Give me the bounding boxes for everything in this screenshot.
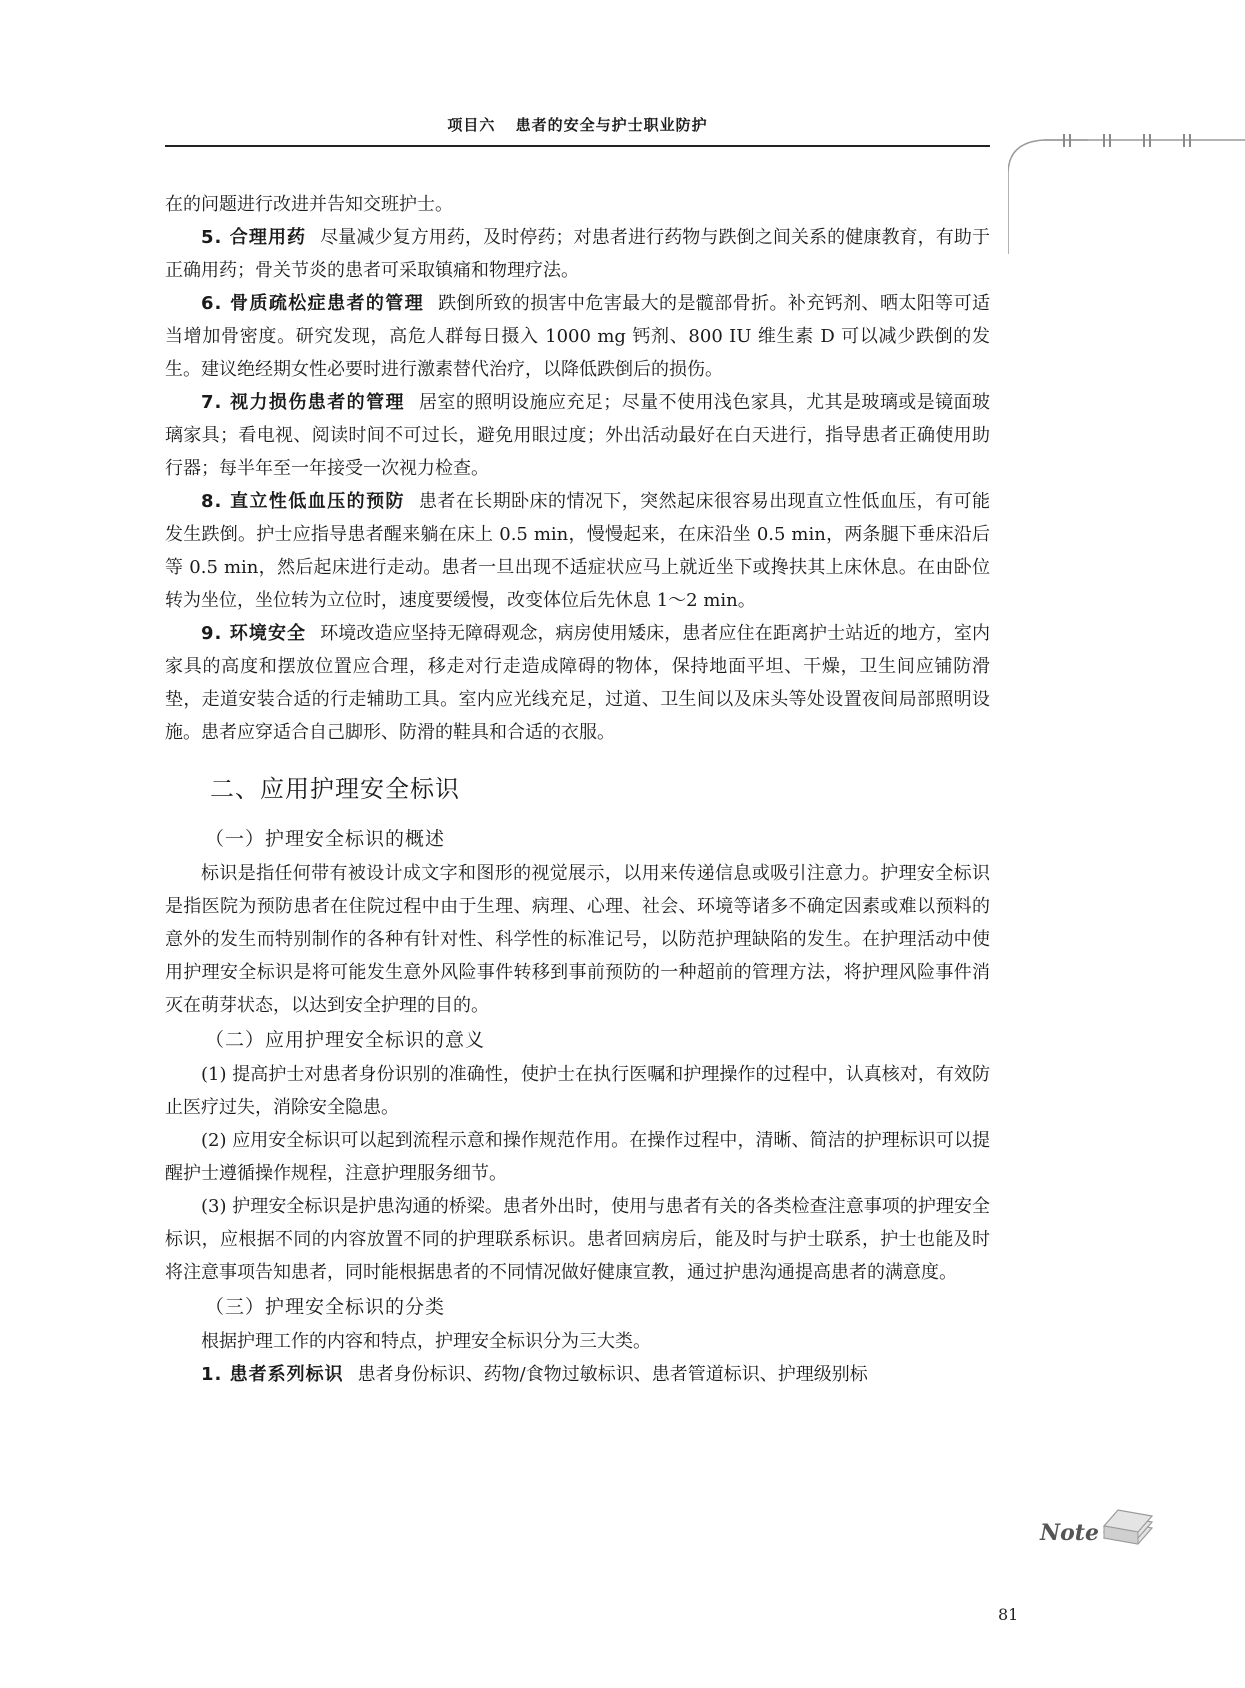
item-6 — [165, 287, 990, 386]
subsection-3-title: （三）护理安全标识的分类 — [205, 1296, 446, 1318]
item-5 — [165, 221, 990, 287]
item-5-lead: 5. 合理用药 — [201, 227, 307, 248]
item-1-text: 患者身份标识、药物/食物过敏标识、患者管道标识、护理级别标 — [357, 1364, 868, 1385]
item-7-lead: 7. 视力损伤患者的管理 — [201, 392, 405, 413]
item-5-text: 尽量减少复方用药，及时停药；对患者进行药物与跌倒之间关系的健康教育，有助于正确用药；骨关节炎的患者可采取镇痛和物理疗法。 — [165, 227, 990, 281]
running-header-title: 项目六 患者的安全与护士职业防护 — [447, 116, 708, 134]
section-title: 二、应用护理安全标识 — [210, 775, 460, 803]
paragraph-continued: 在的问题进行改进并告知交班护士。 — [165, 194, 453, 215]
subsection-1-title: （一）护理安全标识的概述 — [205, 828, 446, 850]
item-9-text: 环境改造应坚持无障碍观念，病房使用矮床，患者应住在距离护士站近的地方，室内家具的高度和摆放位置应合理，移走对行走造成障碍的物体，保持地面平坦、干燥，卫生间应铺防滑垫，走道安装合适的行走辅助工具。室内应光线充足，过道、卫生间以及床头等处设置夜间局部照明设施。患者应穿适合自己脚形、防滑的鞋具和合适的衣服。 — [165, 623, 990, 743]
subsection-2-paragraph-3: (3) 护理安全标识是护患沟通的桥梁。患者外出时，使用与患者有关的各类检查注意事项的护理安全标识，应根据不同的内容放置不同的护理联系标识。患者回病房后，能及时与护士联系，护士也能及时将注意事项告知患者，同时能根据患者的不同情况做好健康宣教，通过护患沟通提高患者的满意度。 — [165, 1196, 990, 1283]
subsection-2-paragraph-1: (1) 提高护士对患者身份识别的准确性，使护士在执行医嘱和护理操作的过程中，认真核对，有效防止医疗过失，消除安全隐患。 — [165, 1064, 990, 1118]
subsection-1-paragraph: 标识是指任何带有被设计成文字和图形的视觉展示，以用来传递信息或吸引注意力。护理安全标识是指医院为预防患者在住院过程中由于生理、病理、心理、社会、环境等诸多不确定因素或难以预料的意外的发生而特别制作的各种有针对性、科学性的标准记号，以防范护理缺陷的发生。在护理活动中使用护理安全标识是将可能发生意外风险事件转移到事前预防的一种超前的管理方法，将护理风险事件消灭在萌芽状态，以达到安全护理的目的。 — [165, 863, 990, 1016]
note-label: Note — [1040, 1520, 1099, 1546]
header-rule — [165, 145, 990, 147]
item-8-text: 患者在长期卧床的情况下，突然起床很容易出现直立性低血压，有可能发生跌倒。护士应指导患者醒来躺在床上 0.5 min，慢慢起来，在床沿坐 0.5 min，两条腿下垂床沿后等 0.5 min，然后起床进行走动。患者一旦出现不适症状应马上就近坐下或搀扶其上床休息。在由卧位转为坐位，坐位转为立位时，速度要缓慢，改变体位后先休息 1～2 min。 — [165, 491, 990, 611]
body-text — [165, 188, 990, 1391]
page-number: 81 — [998, 1605, 1019, 1624]
item-7-text: 居室的照明设施应充足；尽量不使用浅色家具，尤其是玻璃或是镜面玻璃家具；看电视、阅读时间不可过长，避免用眼过度；外出活动最好在白天进行，指导患者正确使用助行器；每半年至一年接受一次视力检查。 — [165, 392, 990, 479]
item-6-text: 跌倒所致的损害中危害最大的是髋部骨折。补充钙剂、晒太阳等可适当增加骨密度。研究发现，高危人群每日摄入 1000 mg 钙剂、800 IU 维生素 D 可以减少跌倒的发生。建议绝经期女性必要时进行激素替代治疗，以降低跌倒后的损伤。 — [165, 293, 990, 380]
subsection-2-title: （二）应用护理安全标识的意义 — [205, 1029, 486, 1051]
item-9 — [165, 617, 990, 749]
subsection-3-paragraph: 根据护理工作的内容和特点，护理安全标识分为三大类。 — [201, 1331, 651, 1352]
note-book-icon — [1038, 1498, 1158, 1558]
item-1 — [165, 1358, 990, 1391]
item-8-lead: 8. 直立性低血压的预防 — [201, 491, 405, 512]
margin-decoration — [1008, 134, 1245, 254]
item-7 — [165, 386, 990, 485]
item-9-lead: 9. 环境安全 — [201, 623, 307, 644]
item-6-lead: 6. 骨质疏松症患者的管理 — [201, 293, 425, 314]
subsection-2-paragraph-2: (2) 应用安全标识可以起到流程示意和操作规范作用。在操作过程中，清晰、简洁的护理标识可以提醒护士遵循操作规程，注意护理服务细节。 — [165, 1130, 990, 1184]
item-8 — [165, 485, 990, 617]
item-1-lead: 1. 患者系列标识 — [201, 1364, 344, 1385]
